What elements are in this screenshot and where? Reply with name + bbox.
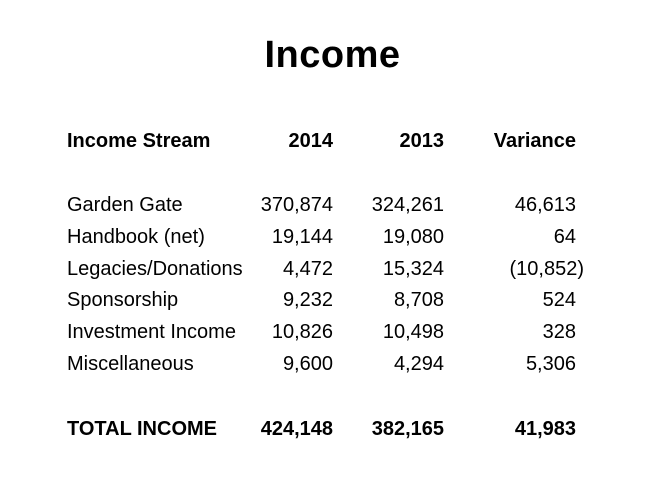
table-row-2013: 8,708 [393, 289, 444, 311]
table-row-variance: (10,852) [509, 258, 584, 280]
total-row-label: TOTAL INCOME [67, 418, 217, 440]
table-row-stream: Investment Income [67, 321, 236, 343]
table-row-2014: 370,874 [260, 194, 333, 216]
page-title: Income [264, 34, 401, 76]
table-row-stream: Garden Gate [67, 194, 183, 216]
table-row-stream: Handbook (net) [67, 226, 205, 248]
table-row-2013: 324,261 [371, 194, 444, 216]
total-row-2014: 424,148 [260, 418, 333, 440]
table-row-stream: Miscellaneous [67, 353, 194, 375]
table-row-2013: 19,080 [382, 226, 444, 248]
table-row-2013: 4,294 [393, 353, 444, 375]
table-row-2014: 19,144 [271, 226, 333, 248]
total-row-variance: 41,983 [514, 418, 576, 440]
table-row-2013: 15,324 [382, 258, 444, 280]
column-header-2014: 2014 [288, 130, 333, 152]
table-row-2014: 9,232 [282, 289, 333, 311]
table-row-variance: 64 [553, 226, 576, 248]
table-row-2014: 9,600 [282, 353, 333, 375]
column-header-variance: Variance [493, 130, 576, 152]
table-row-variance: 5,306 [525, 353, 576, 375]
column-header-stream: Income Stream [67, 130, 211, 152]
table-row-variance: 524 [542, 289, 576, 311]
table-row-stream: Legacies/Donations [67, 258, 243, 280]
table-row-variance: 328 [542, 321, 576, 343]
total-row-2013: 382,165 [371, 418, 444, 440]
table-row-2013: 10,498 [382, 321, 444, 343]
column-header-2013: 2013 [399, 130, 444, 152]
table-row-stream: Sponsorship [67, 289, 179, 311]
table-row-variance: 46,613 [514, 194, 576, 216]
table-row-2014: 4,472 [282, 258, 333, 280]
table-row-2014: 10,826 [271, 321, 333, 343]
